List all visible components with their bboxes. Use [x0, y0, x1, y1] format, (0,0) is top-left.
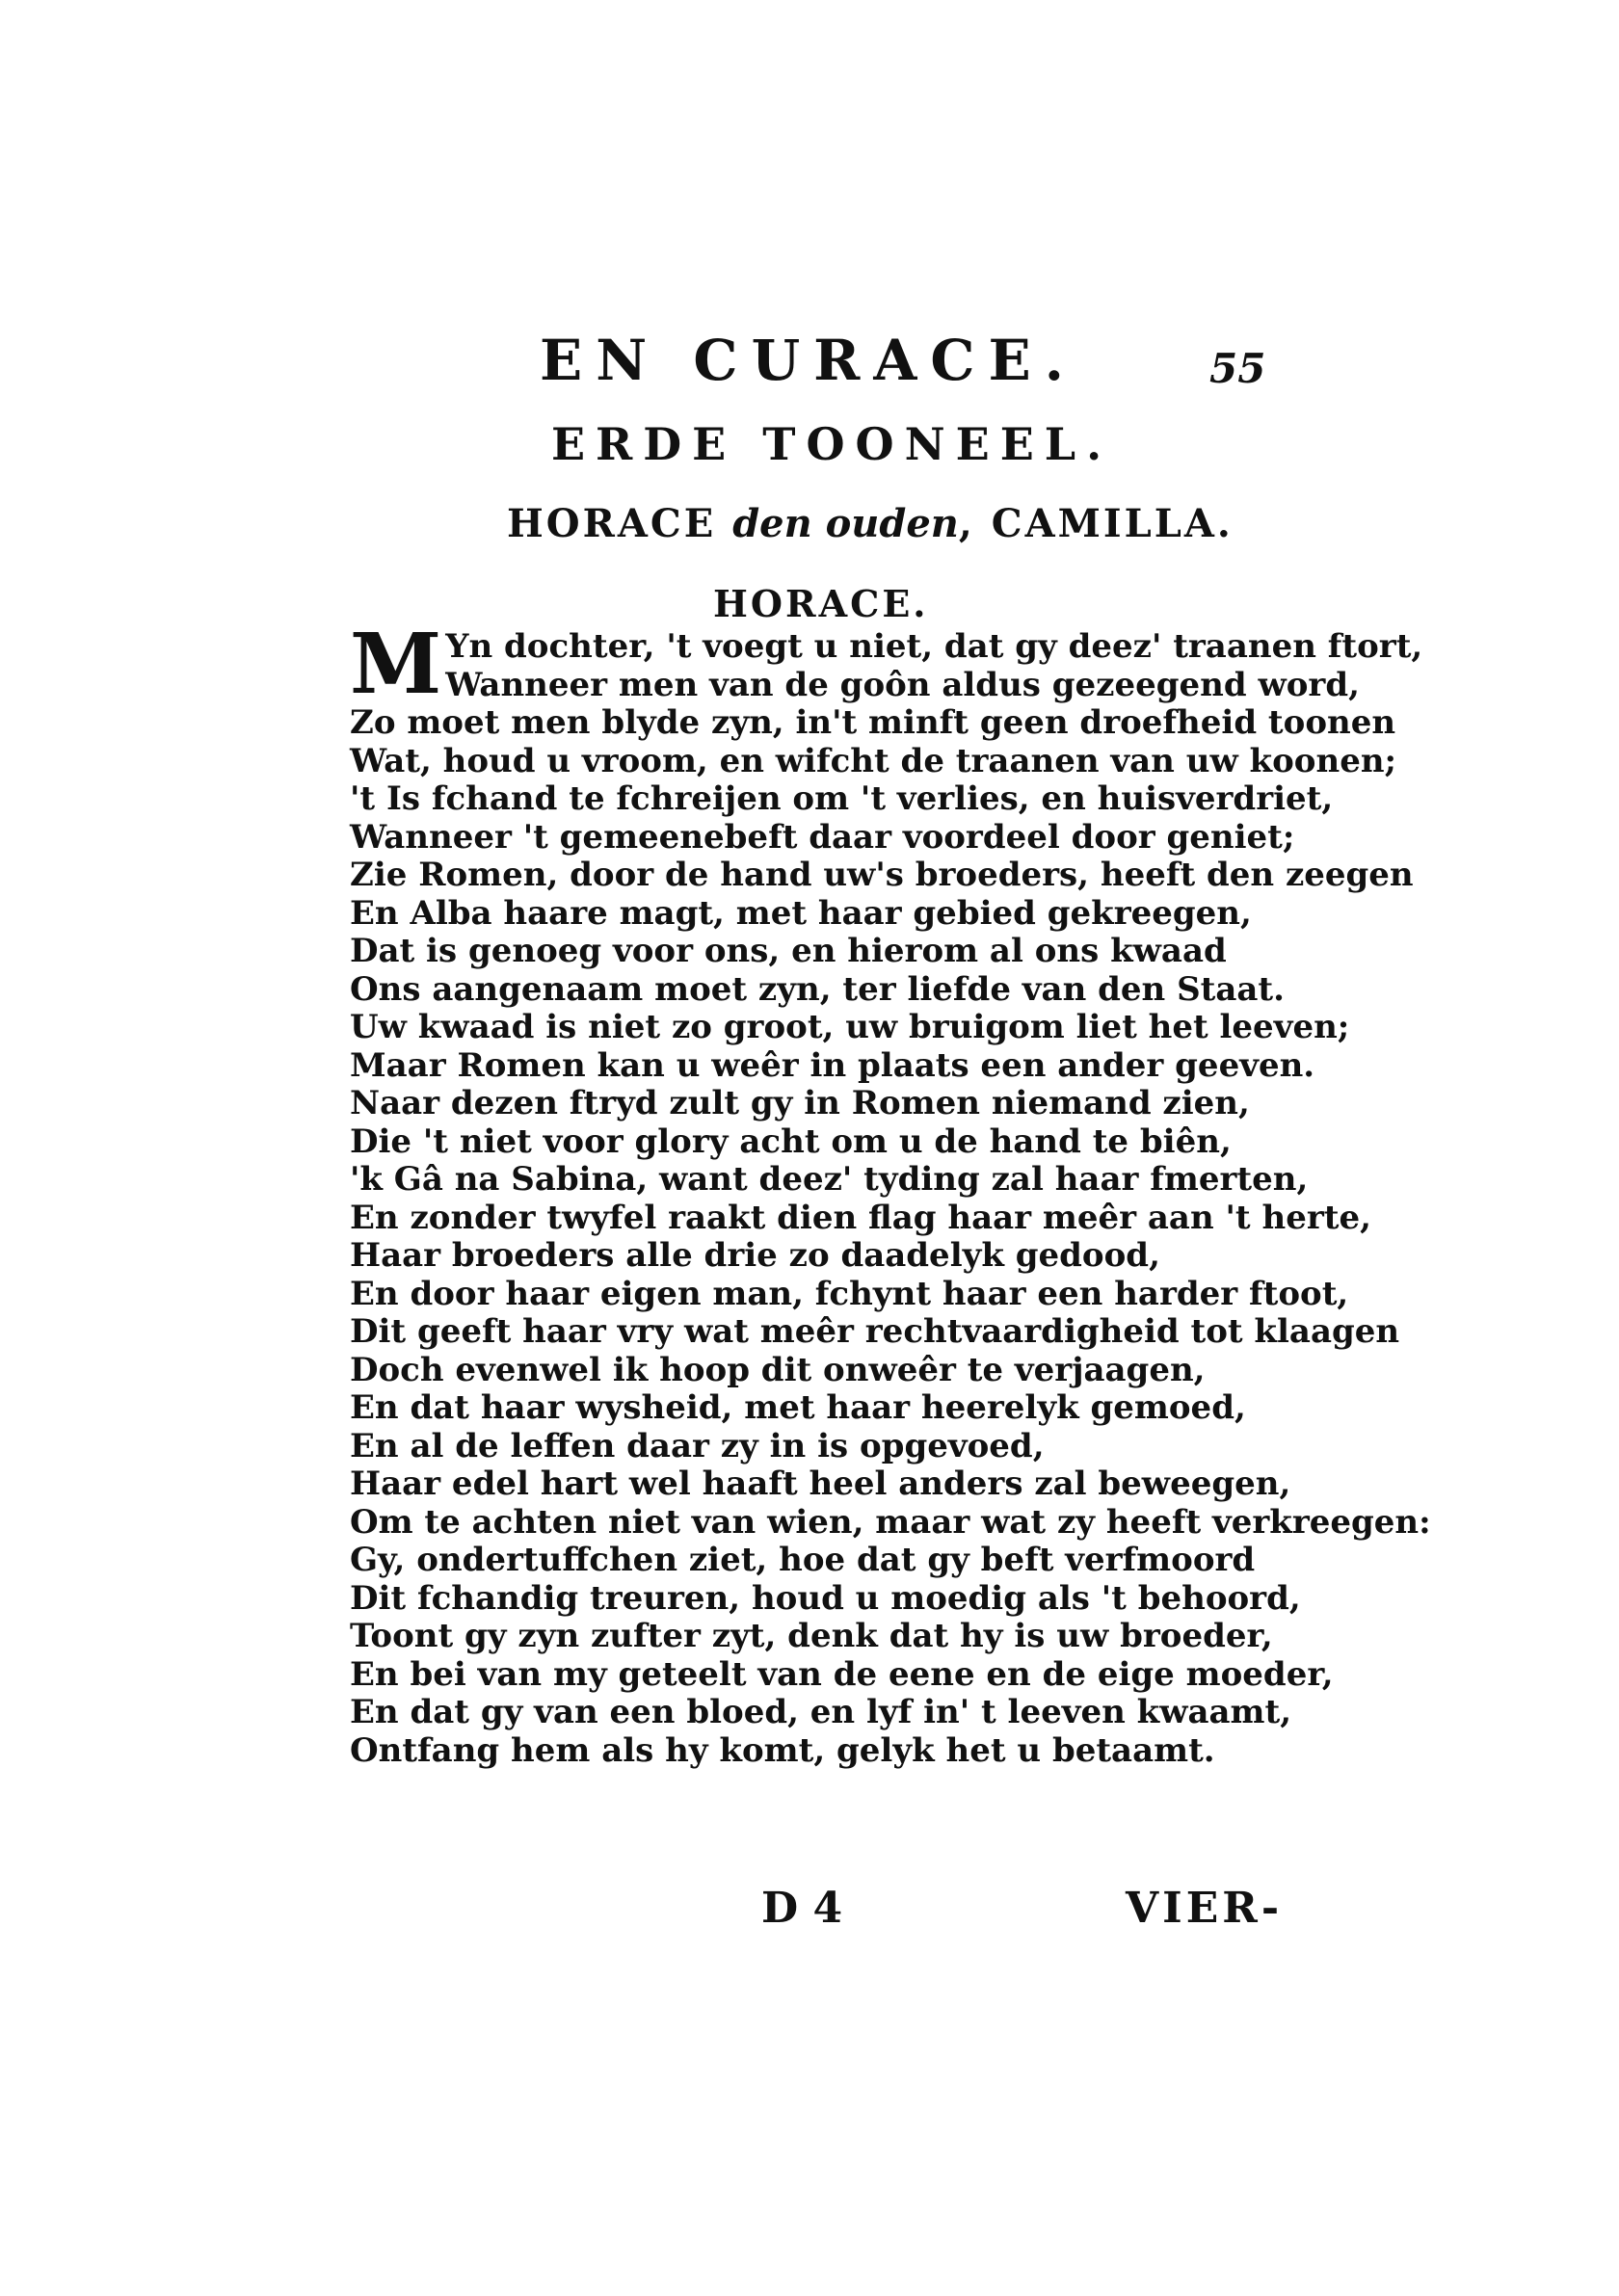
running-head: EN CURACE. [540, 328, 1077, 393]
character-list [507, 501, 1234, 546]
verse-line: Die 't niet voor glory acht om u de hand te biên, [350, 1122, 1232, 1161]
verse-line: Naar dezen ftryd zult gy in Romen niemand zien, [350, 1084, 1250, 1122]
verse-line: En dat gy van een bloed, en lyf in' t leeven kwaamt, [350, 1693, 1292, 1731]
verse-line: Zie Romen, door de hand uw's broeders, heeft den zeegen [350, 856, 1414, 894]
verse-line: 't Is fchand te fchreijen om 't verlies, en huisverdriet, [350, 779, 1334, 818]
verse-line: En Alba haare magt, met haar gebied gekreegen, [350, 893, 1252, 933]
verse-line: Dit geeft haar vry wat meêr rechtvaardigheid tot klaagen [350, 1312, 1400, 1351]
verse-line: En zonder twyfel raakt dien flag haar meêr aan 't herte, [350, 1198, 1371, 1237]
verse-line: Ons aangenaam moet zyn, ter liefde van den Staat. [350, 969, 1285, 1009]
verse-line: Doch evenwel ik hoop dit onweêr te verjaagen, [350, 1350, 1206, 1389]
verse-line: 'k Gâ na Sabina, want deez' tyding zal haar fmerten, [350, 1160, 1309, 1199]
verse-line: Gy, ondertuffchen ziet, hoe dat gy beft verfmoord [350, 1541, 1256, 1579]
character-camilla: , CAMILLA. [958, 501, 1234, 546]
speaker-heading: HORACE. [713, 582, 929, 625]
drop-cap: M [350, 616, 442, 713]
verse-line: Maar Romen kan u weêr in plaats een ander geeven. [350, 1045, 1315, 1085]
verse-block [350, 616, 1431, 1770]
verse-line: Om te achten niet van wien, maar wat zy heeft verkreegen: [350, 1502, 1431, 1542]
verse-line: Haar edel hart wel haaft heel anders zal beweegen, [350, 1465, 1291, 1503]
catchword: VIER- [1126, 1884, 1284, 1933]
verse-line: En door haar eigen man, fchynt haar een harder ftoot, [350, 1274, 1349, 1313]
verse-line: En al de leffen daar zy in is opgevoed, [350, 1426, 1045, 1465]
page-number: 55 [1209, 345, 1266, 392]
verse-line: Ontfang hem als hy komt, gelyk het u betaamt. [350, 1730, 1215, 1770]
signature-mark: D 4 [761, 1884, 843, 1933]
verse-line: Wat, houd u vroom, en wifcht de traanen van uw koonen; [350, 741, 1397, 780]
verse-line: En dat haar wysheid, met haar heerelyk gemoed, [350, 1388, 1246, 1427]
character-epithet: den ouden [732, 501, 959, 546]
verse-line: Haar broeders alle drie zo daadelyk gedood, [350, 1236, 1160, 1275]
verse-line: Dit fchandig treuren, houd u moedig als 't behoord, [350, 1578, 1301, 1618]
verse-line: Wanneer 't gemeenebeft daar voordeel door geniet; [350, 817, 1295, 857]
verse-line: En bei van my geteelt van de eene en de eige moeder, [350, 1654, 1334, 1694]
verse-line: Zo moet men blyde zyn, in't minft geen droefheid toonen [350, 703, 1396, 742]
verse-line: Yn dochter, 't voegt u niet, dat gy deez' traanen ftort, [445, 627, 1423, 666]
verse-line: Toont gy zyn zufter zyt, denk dat hy is uw broeder, [350, 1617, 1273, 1655]
verse-line: Dat is genoeg voor ons, en hierom al ons kwaad [350, 932, 1227, 970]
scene-title: ERDE TOONEEL. [551, 418, 1113, 470]
verse-line: Uw kwaad is niet zo groot, uw bruigom liet het leeven; [350, 1008, 1350, 1046]
character-horace: HORACE [507, 501, 717, 546]
verse-line: Wanneer men van de goôn aldus gezeegend word, [445, 665, 1360, 704]
